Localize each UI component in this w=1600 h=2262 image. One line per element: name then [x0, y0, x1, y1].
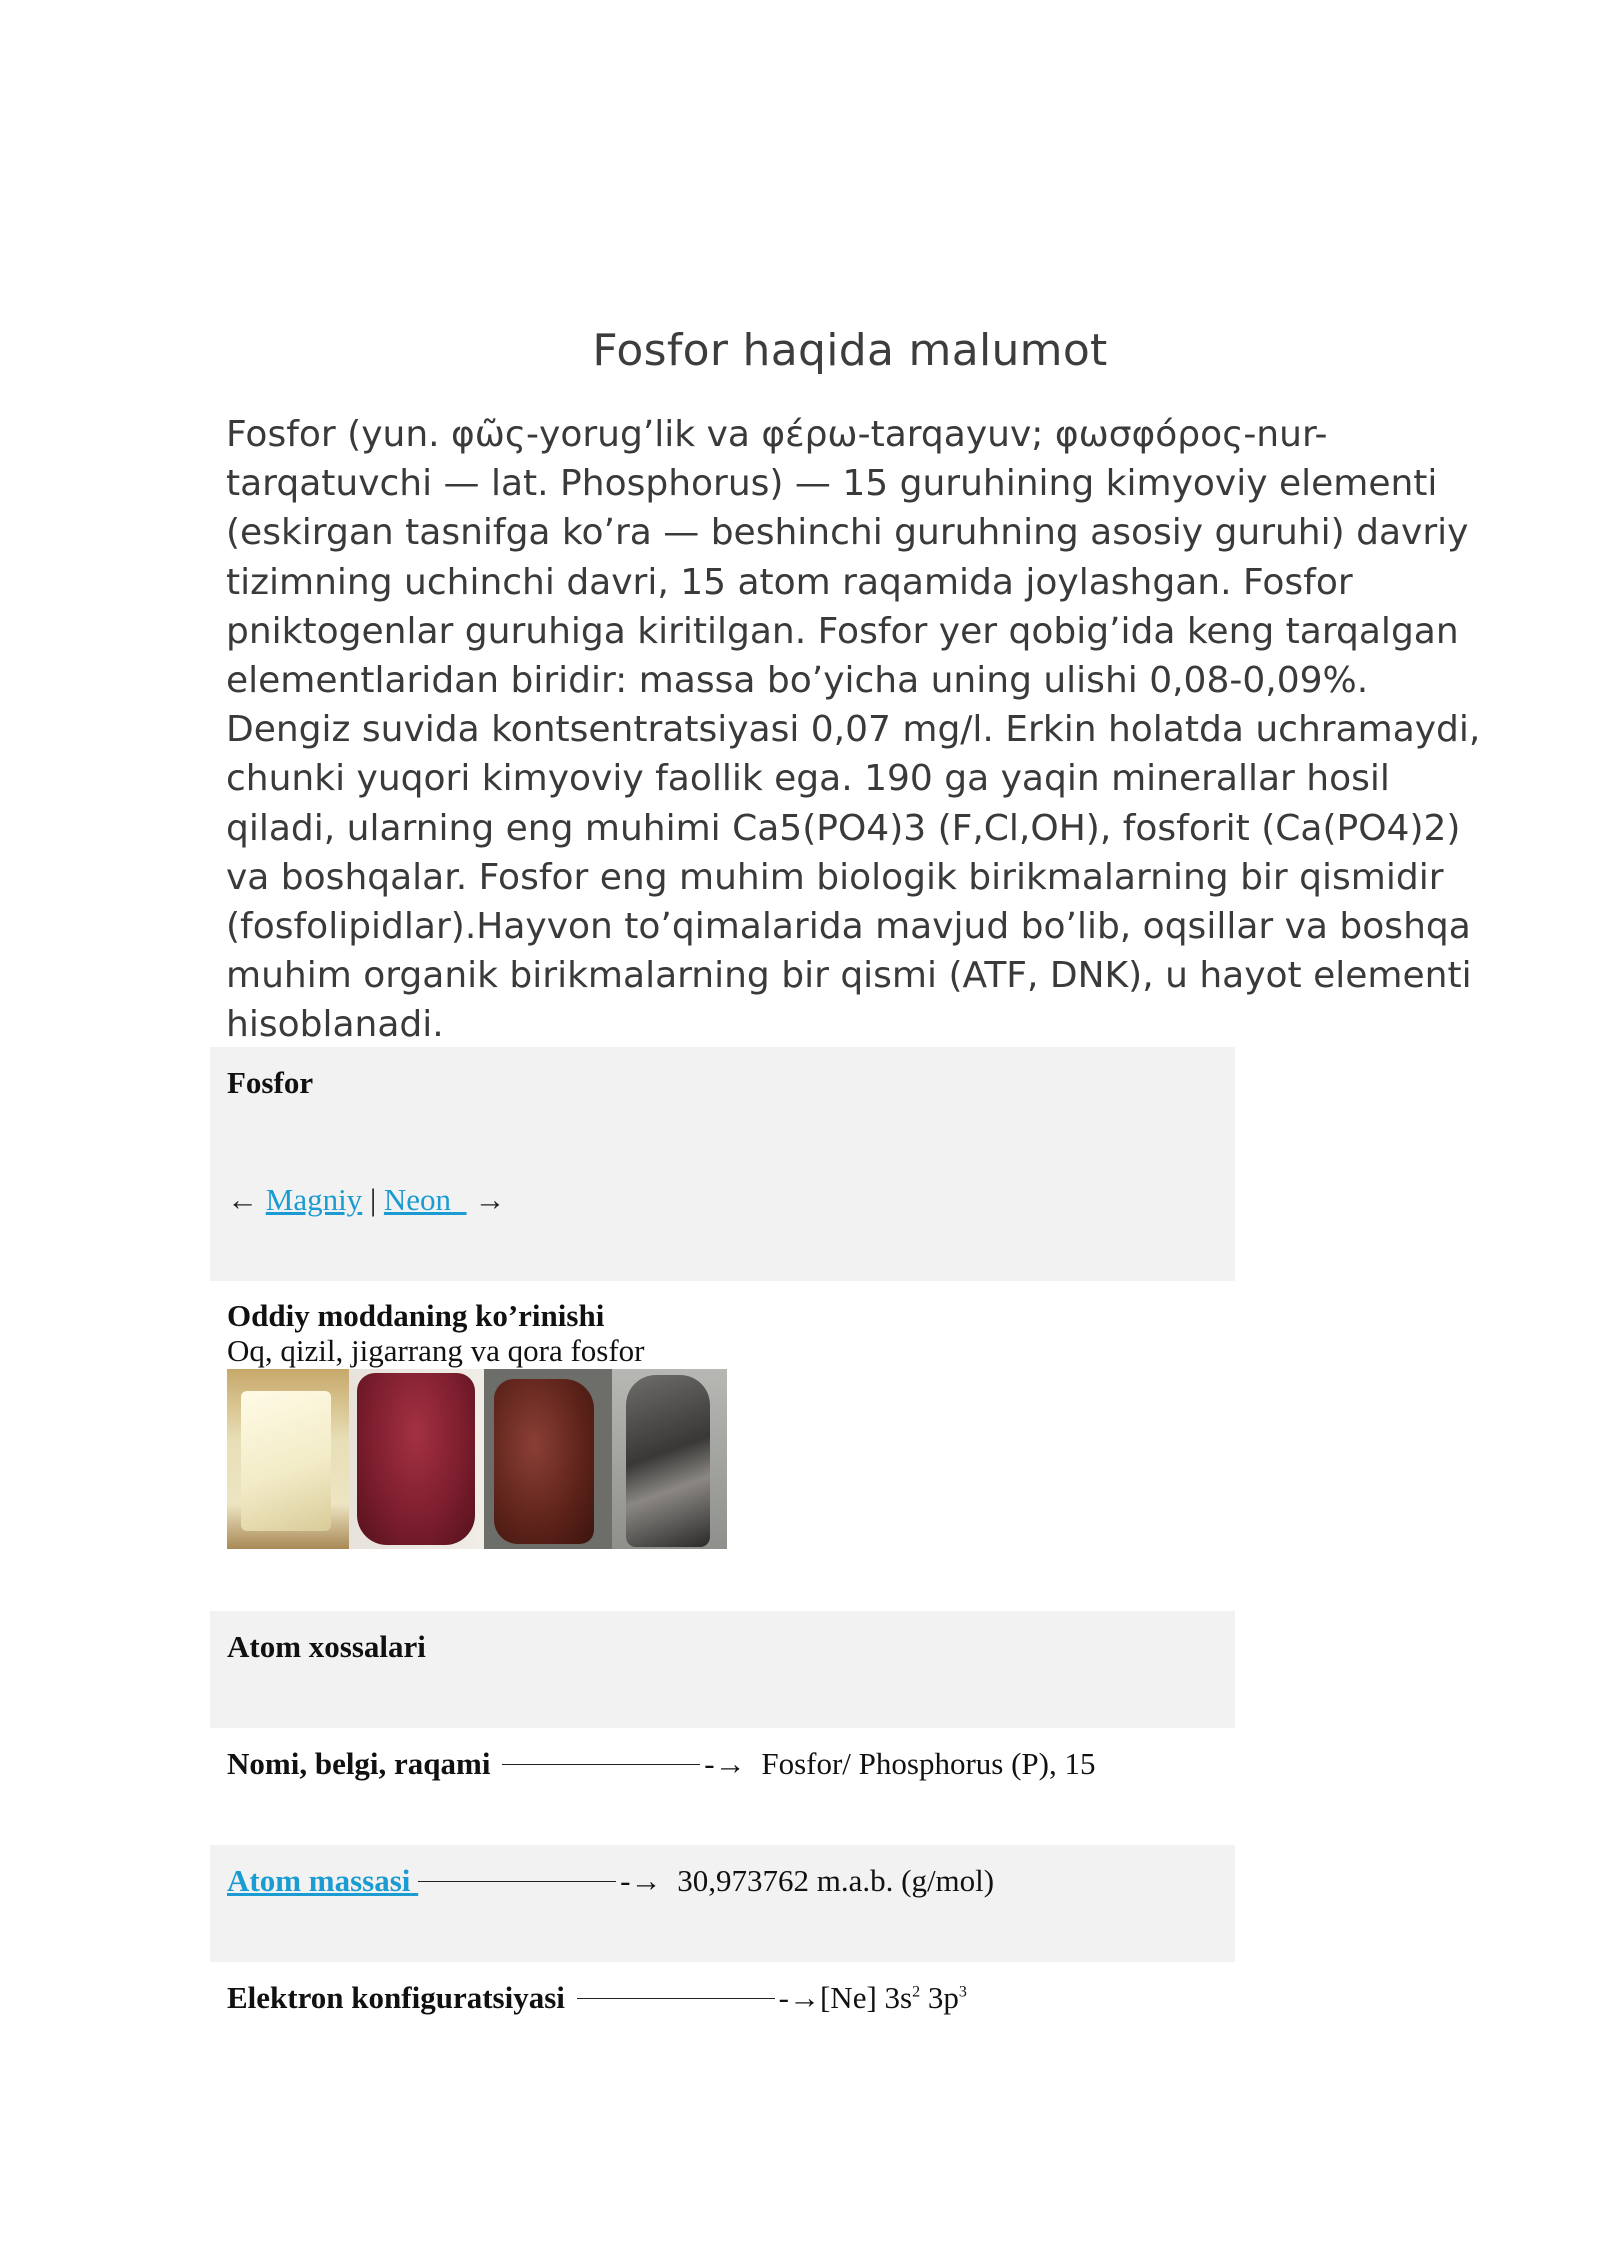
appearance-caption: Oq, qizil, jigarrang va qora fosfor [227, 1333, 645, 1368]
white-phosphorus-image [227, 1369, 349, 1549]
property-row-config [210, 1962, 1235, 2079]
property-value: [Ne] $3s^2$ $3p^3$ [819, 1980, 967, 2015]
next-element-link[interactable]: Neon [383, 1182, 452, 1217]
phosphorus-photo-strip [227, 1369, 727, 1549]
right-arrow-icon: → [474, 1182, 506, 1217]
appearance-label: Oddiy moddaning ko’rinishi [227, 1298, 605, 1333]
leader-line [502, 1764, 700, 1765]
section-title: Atom xossalari [227, 1629, 426, 1664]
appearance-row [210, 1281, 1235, 1611]
leader-arrow: -→ [778, 1980, 820, 2015]
property-row-mass [210, 1845, 1235, 1962]
infobox-header [210, 1047, 1235, 1164]
property-label: Nomi, belgi, raqami [227, 1746, 491, 1781]
property-row-name [210, 1728, 1235, 1845]
leader-arrow: -→ [704, 1746, 746, 1781]
property-label: Elektron konfiguratsiyasi [227, 1980, 565, 2015]
property-value: Fosfor/ Phosphorus (P), 15 [761, 1746, 1096, 1781]
intro-paragraph: Fosfor (yun. φῶς-yorug’lik va φέρω-tarqayuv; φωσφόρος-nur-tarqatuvchi — lat. Phosphorus) — 15 guruhining kimyoviy elementi (eskirgan tasnifga ko’ra — beshinchi guruhning asosiy guruhi) davriy tizimning uchinchi davri, 15 atom raqamida joylashgan. Fosfor pniktogenlar guruhiga kiritilgan. Fosfor yer qobig’ida keng tarqalgan elementlaridan biridir: massa bo’yicha uning ulishi 0,08-0,09%. Dengiz suvida kontsentratsiyasi 0,07 mg/l. Erkin holatda uchramaydi, chunki yuqori kimyoviy faollik ega. 190 ga yaqin minerallar hosil qiladi, ularning eng muhimi Ca5(PO4)3 (F,Cl,OH), fosforit (Ca(PO4)2) va boshqalar. Fosfor eng muhim biologik birikmalarning bir qismidir (fosfolipidlar).Hayvon to’qimalarida mavjud bo’lib, oqsillar va boshqa muhim organik birikmalarning bir qismi (ATF, DNK), u hayot elementi hisoblanadi. [226, 414, 1481, 1046]
leader-arrow: -→ [620, 1863, 662, 1898]
property-value: 30,973762 m.a.b. (g/mol) [677, 1863, 995, 1898]
atom-properties-heading [210, 1611, 1235, 1728]
prev-element-link[interactable]: Magniy [265, 1182, 363, 1217]
leader-line [418, 1881, 616, 1882]
left-arrow-icon: ← [227, 1182, 258, 1217]
nav-separator: | [369, 1182, 377, 1217]
page-title: Fosfor haqida malumot [592, 325, 1108, 376]
black-phosphorus-image [612, 1369, 727, 1549]
brown-phosphorus-image [484, 1369, 612, 1549]
atom-mass-link[interactable]: Atom massasi [227, 1863, 411, 1898]
element-navigation [210, 1164, 1235, 1281]
leader-line [577, 1998, 775, 1999]
infobox-title: Fosfor [227, 1065, 314, 1100]
red-phosphorus-image [349, 1369, 484, 1549]
